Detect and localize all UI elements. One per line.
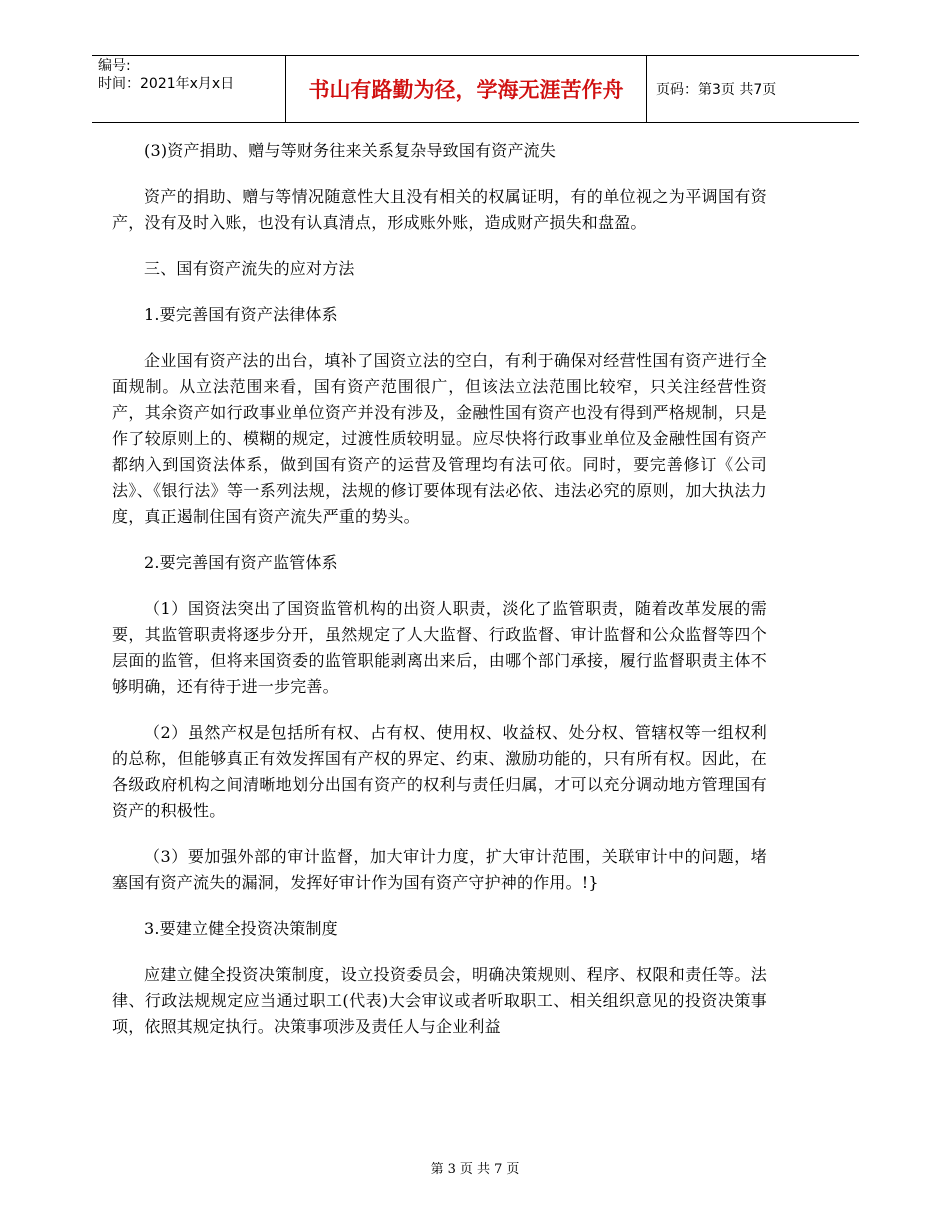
header-motto: 书山有路勤为径，学海无涯苦作舟 — [285, 56, 647, 122]
paragraph: 企业国有资产法的出台，填补了国资立法的空白，有利于确保对经营性国有资产进行全面规制。从立法范围来看，国有资产范围很广，但该法立法范围比较窄，只关注经营性资产，其余资产如行政事业单位资产并没有涉及，金融性国有资产也没有得到严格规制，只是作了较原则上的、模糊的规定，过渡性质较明显。应尽快将行政事业单位及金融性国有资产都纳入到国资法体系，做到国有资产的运营及管理均有法可依。同时，要完善修订《公司法》、《银行法》等一系列法规，法规的修订要体现有法必依、违法必究的原则，加大执法力度，真正遏制住国有资产流失严重的势头。 — [112, 351, 767, 526]
subsection-heading: 3.要建立健全投资决策制度 — [144, 919, 338, 938]
paragraph: 资产的捐助、赠与等情况随意性大且没有相关的权属证明，有的单位视之为平调国有资产，没有及时入账，也没有认真清点，形成账外账，造成财产损失和盘盈。 — [112, 187, 767, 232]
footer-total-pages: 7 — [494, 1162, 503, 1177]
subsection-heading: 1.要完善国有资产法律体系 — [144, 305, 338, 324]
section-heading: 三、国有资产流失的应对方法 — [144, 259, 355, 278]
header-left-cell — [92, 56, 285, 122]
header-page-info: 页码：第3页 共7页 — [656, 82, 777, 98]
paragraph: （2）虽然产权是包括所有权、占有权、使用权、收益权、处分权、管辖权等一组权利的总称，但能够真正有效发挥国有产权的界定、约束、激励功能的，只有所有权。因此，在各级政府机构之间清晰地划分出国有资产的权利与责任归属，才可以充分调动地方管理国有资产的积极性。 — [112, 723, 767, 820]
document-number-label: 编号: — [98, 58, 131, 74]
paragraph: (3)资产捐助、赠与等财务往来关系复杂导致国有资产流失 — [144, 141, 557, 160]
paragraph: （3）要加强外部的审计监督，加大审计力度，扩大审计范围，关联审计中的问题，堵塞国有资产流失的漏洞，发挥好审计作为国有资产守护神的作用。!} — [112, 847, 767, 892]
page-footer — [0, 1158, 950, 1177]
document-time-label: 时间：2021年x月x日 — [98, 76, 235, 92]
paragraph: （1）国资法突出了国资监管机构的出资人职责，淡化了监管职责，随着改革发展的需要，其监管职责将逐步分开，虽然规定了人大监督、行政监督、审计监督和公众监督等四个层面的监管，但将来国资委的监管职能剥离出来后，由哪个部门承接，履行监督职责主体不够明确，还有待于进一步完善。 — [112, 599, 767, 696]
footer-page-mid: 页 共 — [459, 1162, 491, 1177]
footer-current-page: 3 — [447, 1162, 456, 1177]
document-body — [112, 138, 767, 1060]
subsection-heading: 2.要完善国有资产监管体系 — [144, 553, 338, 572]
paragraph: 应建立健全投资决策制度，设立投资委员会，明确决策规则、程序、权限和责任等。法律、行政法规规定应当通过职工(代表)大会审议或者听取职工、相关组织意见的投资决策事项，依照其规定执行。决策事项涉及责任人与企业利益 — [112, 965, 767, 1036]
footer-page-prefix: 第 — [430, 1162, 444, 1177]
page-header — [92, 55, 859, 123]
footer-page-suffix: 页 — [506, 1162, 520, 1177]
